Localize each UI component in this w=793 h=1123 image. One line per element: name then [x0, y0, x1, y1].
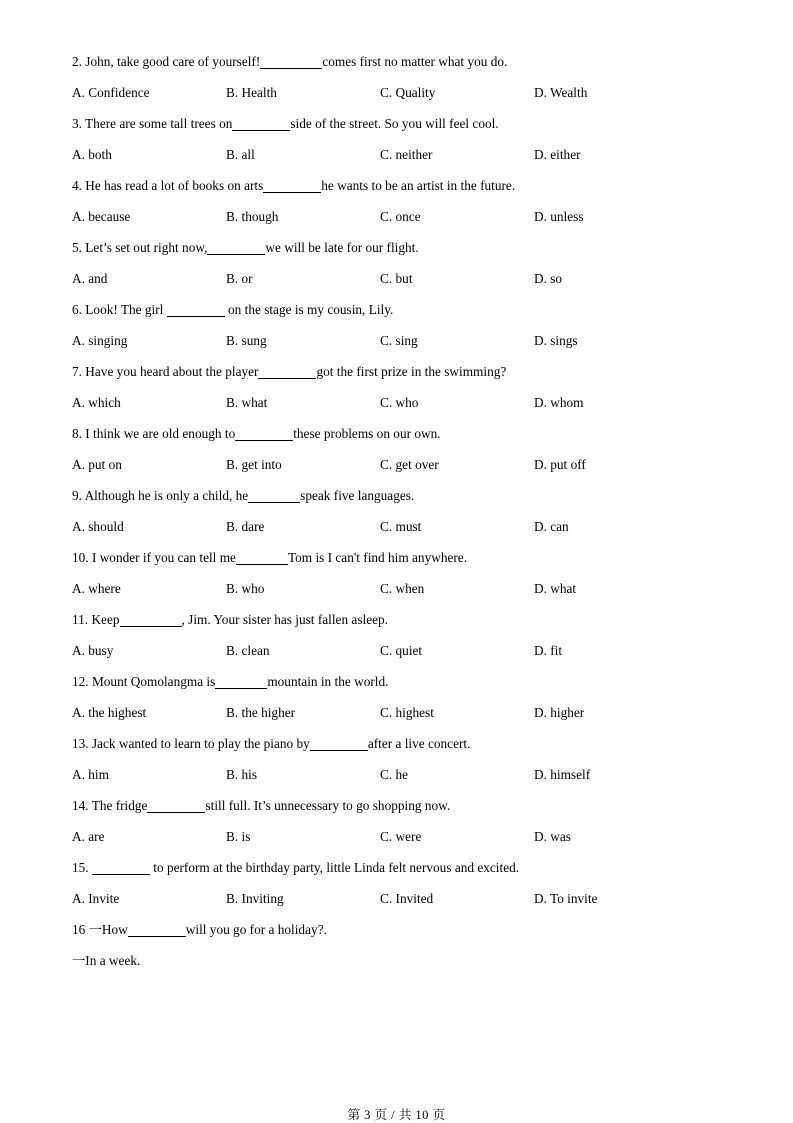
answer-line: 一In a week.	[72, 953, 141, 968]
option-b[interactable]: B. sung	[226, 333, 267, 348]
question-stem-after: on the stage is my cousin, Lily.	[224, 302, 394, 317]
question-options	[72, 582, 722, 613]
question-stem	[72, 737, 722, 768]
option-a[interactable]: A. which	[72, 395, 121, 410]
answer-blank	[260, 55, 322, 69]
question-stem-before: 11. Keep	[72, 612, 120, 627]
option-c[interactable]: C. get over	[380, 457, 439, 472]
option-a[interactable]: A. the highest	[72, 705, 147, 720]
option-a[interactable]: A. because	[72, 209, 131, 224]
option-a[interactable]: A. are	[72, 829, 105, 844]
question-stem-before: 9. Although he is only a child, he	[72, 488, 249, 503]
question-stem-after: comes first no matter what you do.	[322, 54, 508, 69]
option-a[interactable]: A. Invite	[72, 891, 120, 906]
question-stem	[72, 179, 722, 210]
answer-blank	[147, 799, 205, 813]
option-b[interactable]: B. is	[226, 829, 251, 844]
option-c[interactable]: C. but	[380, 271, 413, 286]
option-a[interactable]: A. singing	[72, 333, 128, 348]
option-b[interactable]: B. or	[226, 271, 253, 286]
footer-middle: 页 / 共	[374, 1108, 412, 1122]
option-d[interactable]: D. Wealth	[534, 85, 588, 100]
question-options	[72, 892, 722, 923]
question-stem	[72, 117, 722, 148]
question-stem	[72, 923, 722, 954]
question-options	[72, 334, 722, 365]
option-d[interactable]: D. put off	[534, 457, 586, 472]
option-c[interactable]: C. Invited	[380, 891, 434, 906]
answer-blank	[120, 613, 182, 627]
option-c[interactable]: C. neither	[380, 147, 433, 162]
option-d[interactable]: D. so	[534, 271, 563, 286]
question-options	[72, 830, 722, 861]
option-d[interactable]: D. To invite	[534, 891, 598, 906]
answer-blank	[92, 861, 150, 875]
option-a[interactable]: A. should	[72, 519, 124, 534]
option-b[interactable]: B. Inviting	[226, 891, 284, 906]
option-d[interactable]: D. higher	[534, 705, 585, 720]
question-stem-after: Tom is I can't find him anywhere.	[287, 550, 468, 565]
answer-blank	[128, 923, 186, 937]
question-stem	[72, 489, 722, 520]
question-stem-after: side of the street. So you will feel cool.	[290, 116, 499, 131]
option-c[interactable]: C. were	[380, 829, 422, 844]
question-options	[72, 148, 722, 179]
question-options	[72, 644, 722, 675]
footer-total-pages: 10	[415, 1108, 429, 1122]
option-d[interactable]: D. what	[534, 581, 577, 596]
question-stem-after: mountain in the world.	[267, 674, 389, 689]
question-stem	[72, 365, 722, 396]
answer-blank	[167, 303, 225, 317]
question-stem	[72, 303, 722, 334]
option-b[interactable]: B. all	[226, 147, 255, 162]
footer-suffix: 页	[432, 1108, 446, 1122]
option-c[interactable]: C. quiet	[380, 643, 423, 658]
question-stem	[72, 861, 722, 892]
question-options	[72, 210, 722, 241]
footer-page-number: 3	[364, 1108, 371, 1122]
question-stem-after: will you go for a holiday?	[185, 922, 324, 937]
question-stem-before: 5. Let’s set out right now,	[72, 240, 208, 255]
question-stem-after: after a live concert.	[367, 736, 471, 751]
question-stem-before: 16 一How	[72, 922, 128, 937]
question-stem-before: 7. Have you heard about the player	[72, 364, 259, 379]
option-b[interactable]: B. clean	[226, 643, 270, 658]
option-d[interactable]: D. either	[534, 147, 581, 162]
answer-blank	[207, 241, 265, 255]
footer-prefix: 第	[347, 1108, 361, 1122]
answer-blank	[236, 551, 288, 565]
option-b[interactable]: B. Health	[226, 85, 277, 100]
question-stem-after: to perform at the birthday party, little Linda felt nervous and excited.	[149, 860, 520, 875]
question-stem-before: 8. I think we are old enough to	[72, 426, 236, 441]
option-a[interactable]: A. Confidence	[72, 85, 150, 100]
option-b[interactable]: B. what	[226, 395, 268, 410]
option-b[interactable]: B. the higher	[226, 705, 296, 720]
option-a[interactable]: A. him	[72, 767, 109, 782]
option-a[interactable]: A. both	[72, 147, 112, 162]
option-c[interactable]: C. highest	[380, 705, 434, 720]
option-a[interactable]: A. and	[72, 271, 108, 286]
question-options	[72, 520, 722, 551]
question-options	[72, 706, 722, 737]
question-stem	[72, 613, 722, 644]
answer-blank	[263, 179, 321, 193]
option-b[interactable]: B. though	[226, 209, 279, 224]
option-a[interactable]: A. busy	[72, 643, 114, 658]
question-stem-after: got the first prize in the swimming?	[316, 364, 507, 379]
question-stem-before: 2. John, take good care of yourself!	[72, 54, 261, 69]
question-stem-before: 10. I wonder if you can tell me	[72, 550, 236, 565]
exam-questions-list	[72, 55, 722, 985]
option-c[interactable]: C. when	[380, 581, 425, 596]
answer-blank	[310, 737, 368, 751]
option-b[interactable]: B. dare	[226, 519, 265, 534]
question-stem-after: he wants to be an artist in the future.	[321, 178, 516, 193]
option-c[interactable]: C. once	[380, 209, 421, 224]
option-d[interactable]: D. can	[534, 519, 569, 534]
question-stem	[72, 55, 722, 86]
question-options	[72, 86, 722, 117]
answer-blank	[232, 117, 290, 131]
question-stem-after: , Jim. Your sister has just fallen asleep.	[181, 612, 388, 627]
question-stem-before: 13. Jack wanted to learn to play the piano by	[72, 736, 310, 751]
stray-mark: .	[323, 922, 327, 937]
question-stem-before: 15.	[72, 860, 92, 875]
question-options	[72, 768, 722, 799]
option-d[interactable]: D. himself	[534, 767, 591, 782]
option-d[interactable]: D. sings	[534, 333, 578, 348]
question-stem	[72, 675, 722, 706]
question-options	[72, 458, 722, 489]
option-c[interactable]: C. he	[380, 767, 409, 782]
option-b[interactable]: B. get into	[226, 457, 282, 472]
question-stem	[72, 241, 722, 272]
page-footer	[0, 1105, 793, 1123]
question-stem-before: 4. He has read a lot of books on arts	[72, 178, 264, 193]
question-options	[72, 396, 722, 427]
question-stem-before: 12. Mount Qomolangma is	[72, 674, 216, 689]
question-stem-before: 3. There are some tall trees on	[72, 116, 233, 131]
option-d[interactable]: D. whom	[534, 395, 584, 410]
question-stem	[72, 799, 722, 830]
option-b[interactable]: B. who	[226, 581, 265, 596]
option-b[interactable]: B. his	[226, 767, 258, 782]
question-stem	[72, 427, 722, 458]
question-stem-after: still full. It’s unnecessary to go shopping now.	[205, 798, 451, 813]
question-stem-after: we will be late for our flight.	[265, 240, 419, 255]
question-stem-after: these problems on our own.	[293, 426, 441, 441]
option-c[interactable]: C. Quality	[380, 85, 436, 100]
answer-blank	[215, 675, 267, 689]
option-d[interactable]: D. fit	[534, 643, 563, 658]
option-a[interactable]: A. where	[72, 581, 121, 596]
option-d[interactable]: D. unless	[534, 209, 584, 224]
question-stem-before: 6. Look! The girl	[72, 302, 167, 317]
option-c[interactable]: C. must	[380, 519, 422, 534]
answer-blank	[248, 489, 300, 503]
answer-blank	[235, 427, 293, 441]
answer-blank	[258, 365, 316, 379]
option-c[interactable]: C. sing	[380, 333, 418, 348]
option-d[interactable]: D. was	[534, 829, 571, 844]
option-c[interactable]: C. who	[380, 395, 419, 410]
question-options	[72, 272, 722, 303]
question-stem-after: speak five languages.	[300, 488, 415, 503]
question-stem	[72, 551, 722, 582]
option-a[interactable]: A. put on	[72, 457, 122, 472]
question-stem-before: 14. The fridge	[72, 798, 148, 813]
